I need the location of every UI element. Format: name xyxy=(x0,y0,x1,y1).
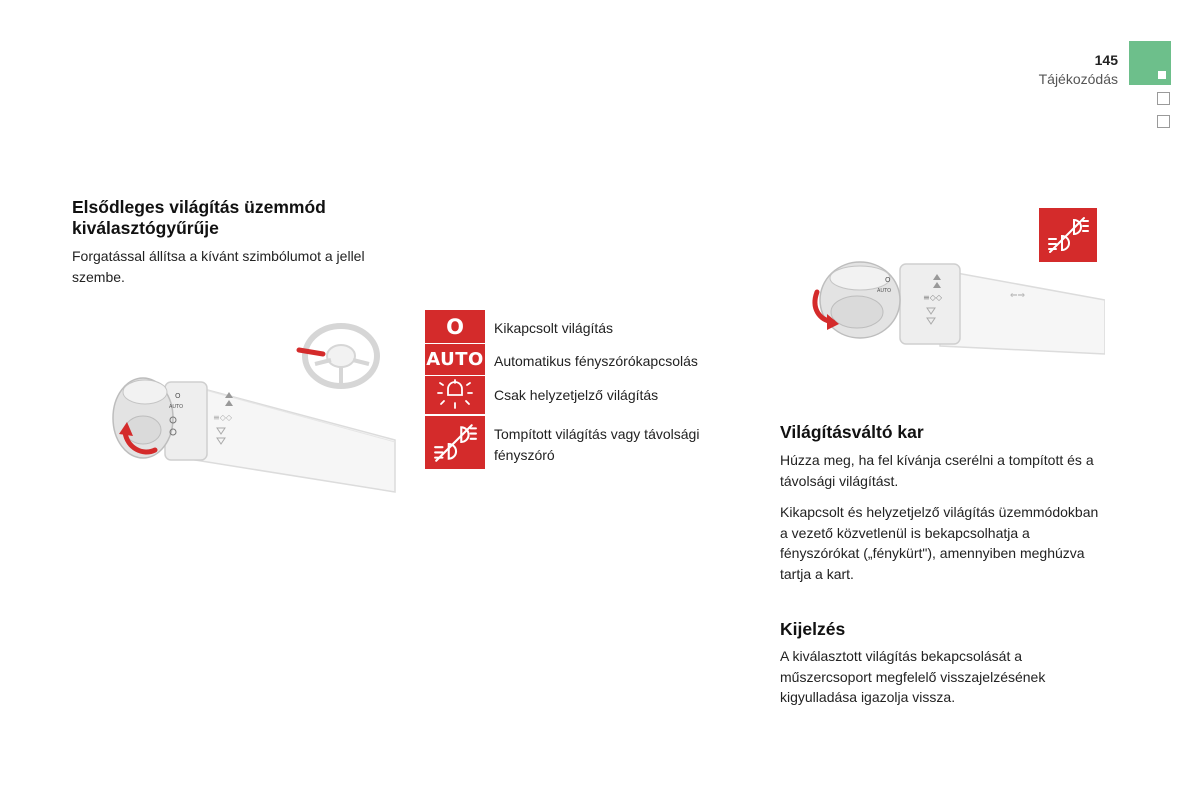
section-tab xyxy=(1157,92,1170,105)
lighting-stalk-text-1: Húzza meg, ha fel kívánja cserélni a tompított és a távolsági világítást. xyxy=(780,452,1094,489)
lighting-stalk-text-2: Kikapcsolt és helyzetjelző világítás üzemmódokban a vezető közvetlenül is bekapcsolhatja a fényszórókat („fénykürt"), amennyiben meghúzva tartja a kart. xyxy=(780,504,1099,582)
display-heading: Kijelzés xyxy=(780,619,846,639)
dipped-main-beam-badge xyxy=(1039,208,1097,262)
lighting-stalk-illustration xyxy=(105,360,400,495)
svg-text:O: O xyxy=(885,276,891,284)
stalk-label-off: O xyxy=(175,392,181,400)
section-title: Tájékozódás xyxy=(1038,71,1118,87)
svg-text:≡◇◇: ≡◇◇ xyxy=(213,413,233,422)
dipped-main-beam-icon xyxy=(1046,216,1090,254)
display-text: A kiválasztott világítás bekapcsolását a műszercsoport megfelelő visszajelzésének kigyulladása igazolja vissza. xyxy=(780,648,1046,705)
legend-label-dipped-main-beam: Tompított világítás vagy távolsági fényszóró xyxy=(494,426,700,463)
section-tab-active xyxy=(1129,41,1171,85)
selector-ring-intro: Forgatással állítsa a kívánt szimbólumot a jellel szembe. xyxy=(72,248,365,285)
auto-headlamps-symbol: AUTO xyxy=(425,344,485,375)
legend-label-sidelights: Csak helyzetjelző világítás xyxy=(494,387,659,403)
svg-text:AUTO: AUTO xyxy=(877,288,892,294)
dipped-main-beam-icon xyxy=(425,416,485,469)
svg-text:≡◇◇: ≡◇◇ xyxy=(923,293,943,302)
page-number: 145 xyxy=(1094,52,1118,68)
section-tab xyxy=(1157,115,1170,128)
selector-ring-heading: Elsődleges világítás üzemmód kiválasztógyűrűje xyxy=(72,197,326,238)
legend-label-off: Kikapcsolt világítás xyxy=(494,320,614,336)
legend-label-auto: Automatikus fényszórókapcsolás xyxy=(494,353,698,369)
lighting-stalk-illustration-right xyxy=(805,258,1105,358)
svg-text:⇐⇒: ⇐⇒ xyxy=(1010,291,1026,301)
lights-off-symbol: O xyxy=(425,310,485,343)
lighting-stalk-heading: Világításváltó kar xyxy=(780,422,924,442)
stalk-label-auto: AUTO xyxy=(169,404,184,410)
sidelights-icon xyxy=(425,376,485,414)
